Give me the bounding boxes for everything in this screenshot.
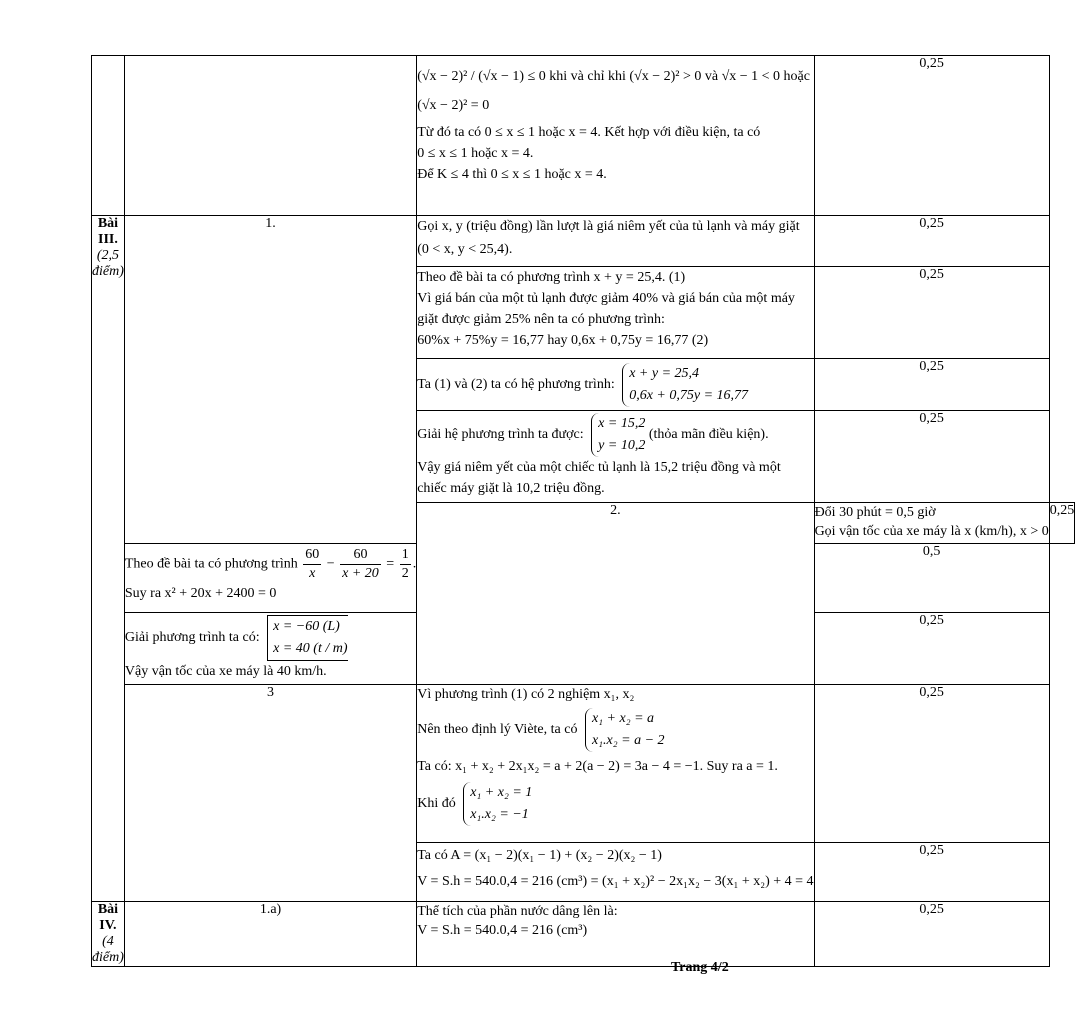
table-row xyxy=(92,56,1075,216)
content-line: 0 ≤ x ≤ 1 hoặc x = 4. xyxy=(417,146,534,161)
equation-system xyxy=(463,782,532,826)
system-label: Giải hệ phương trình ta được: xyxy=(417,427,584,443)
content-line: giặt được giảm 25% nên ta có phương trình: xyxy=(417,312,665,327)
system-equation: x₁.x₂ = −1 xyxy=(470,807,529,822)
fraction xyxy=(303,546,321,583)
content-line xyxy=(417,705,813,755)
row-content xyxy=(417,359,814,411)
system-equation: x₁ + x₂ = a xyxy=(591,711,655,726)
equation-system xyxy=(591,413,645,457)
section-cell-bai-iv xyxy=(92,902,125,967)
fraction-numerator: 60 xyxy=(340,546,381,565)
row-content xyxy=(417,685,814,843)
solution-item: x = −60 (L) xyxy=(273,619,340,634)
content-line: Ta có: x₁ + x₂ + 2x₁x₂ = a + 2(a − 2) = 3a − 4 = −1. Suy ra a = 1. xyxy=(417,759,778,774)
content-line: (√x − 2)² / (√x − 1) ≤ 0 khi và chỉ khi (√x − 2)² > 0 và √x − 1 < 0 hoặc xyxy=(417,69,810,84)
system-label: Nên theo định lý Viète, ta có xyxy=(417,722,578,738)
equation-system xyxy=(585,708,665,752)
row-content xyxy=(417,843,814,902)
content-line: Vậy vận tốc của xe máy là 40 km/h. xyxy=(124,664,327,679)
fraction-numerator: 60 xyxy=(303,546,321,565)
content-line: V = S.h = 540.0,4 = 216 (cm³) = (x₁ + x₂)² − 2x₁x₂ − 3(x₁ + x₂) + 4 = 4 xyxy=(417,874,814,889)
system-equation: x + y = 25,4 xyxy=(629,365,700,381)
row-index: 2. xyxy=(417,503,814,685)
row-index: 1. xyxy=(124,216,416,544)
row-index: 3 xyxy=(124,685,416,902)
fraction-denominator: x xyxy=(309,566,316,581)
section-points: (2,5 điểm) xyxy=(92,248,124,279)
row-content xyxy=(417,56,814,216)
content-line: Từ đó ta có 0 ≤ x ≤ 1 hoặc x = 4. Kết hợp với điều kiện, ta có xyxy=(417,125,761,140)
score-cell: 0,25 xyxy=(814,267,1049,359)
section-title: Bài III. xyxy=(97,216,119,247)
content-line: (0 < x, y < 25,4). xyxy=(417,242,513,257)
row-content xyxy=(417,902,814,967)
score-cell: 0,25 xyxy=(814,411,1049,503)
content-line xyxy=(417,779,813,826)
page-number: Trang 4/2 xyxy=(671,960,729,975)
table-row xyxy=(92,216,1075,267)
content-line: Vì phương trình (1) có 2 nghiệm x₁, x₂ xyxy=(417,687,635,702)
system-equation: y = 10,2 xyxy=(598,438,646,453)
fraction-numerator: 1 xyxy=(400,546,411,565)
content-line xyxy=(125,613,416,661)
content-line: Vì giá bán của một tủ lạnh được giảm 40% và giá bán của một máy xyxy=(417,291,795,306)
content-line xyxy=(417,411,813,457)
row-content xyxy=(124,544,416,613)
fraction xyxy=(340,546,381,583)
system-equation: x₁.x₂ = a − 2 xyxy=(591,733,665,748)
system-note: (thỏa mãn điều kiện). xyxy=(648,427,769,443)
equation-suffix: . xyxy=(412,556,417,572)
content-line: (√x − 2)² = 0 xyxy=(417,98,490,113)
section-title: Bài IV. xyxy=(97,902,119,933)
table-row xyxy=(92,685,1075,843)
content-line: Theo đề bài ta có phương trình x + y = 25,4. (1) xyxy=(417,270,686,285)
score-cell: 0,25 xyxy=(814,216,1049,267)
section-points: (4 điểm) xyxy=(92,934,124,965)
content-line: V = S.h = 540.0,4 = 216 (cm³) xyxy=(417,923,588,938)
row-content xyxy=(417,216,814,267)
content-line: Gọi vận tốc của xe máy là x (km/h), x > 0 xyxy=(814,524,1049,539)
row-content xyxy=(417,411,814,503)
equation-prefix: Theo đề bài ta có phương trình xyxy=(124,556,298,572)
system-label: Giải phương trình ta có: xyxy=(124,630,260,646)
score-cell: 0,25 xyxy=(1049,503,1075,544)
content-line: Vậy giá niêm yết của một chiếc tủ lạnh là 15,2 triệu đồng và một xyxy=(417,460,781,475)
content-line xyxy=(125,544,416,583)
content-line: Thể tích của phần nước dâng lên là: xyxy=(417,904,618,919)
equation-system xyxy=(622,363,748,407)
score-cell: 0,25 xyxy=(814,56,1049,216)
system-equation: x = 15,2 xyxy=(598,416,646,431)
fraction-denominator: x + 20 xyxy=(342,566,379,581)
content-line: Suy ra x² + 20x + 2400 = 0 xyxy=(124,586,277,601)
row-content xyxy=(124,613,416,685)
answer-table xyxy=(91,55,1075,967)
section-cell-blank xyxy=(92,56,125,216)
score-cell: 0,25 xyxy=(814,902,1049,967)
content-line: Ta có A = (x₁ − 2)(x₁ − 1) + (x₂ − 2)(x₂ − 1) xyxy=(417,848,662,863)
content-line: Đổi 30 phút = 0,5 giờ xyxy=(814,505,936,520)
content-line: Gọi x, y (triệu đồng) lần lượt là giá niêm yết của tủ lạnh và máy giặt xyxy=(417,219,800,234)
row-index xyxy=(124,56,416,216)
score-cell: 0,5 xyxy=(814,544,1049,613)
operator: = xyxy=(386,556,395,572)
solution-item: x = 40 (t / m) xyxy=(273,641,348,656)
row-index: 1.a) xyxy=(124,902,416,967)
operator: − xyxy=(326,556,335,572)
row-content xyxy=(417,267,814,359)
score-cell: 0,25 xyxy=(814,843,1049,902)
fraction-denominator: 2 xyxy=(401,566,409,581)
content-line: Để K ≤ 4 thì 0 ≤ x ≤ 1 hoặc x = 4. xyxy=(417,167,607,182)
score-cell: 0,25 xyxy=(814,685,1049,843)
section-cell-bai-iii xyxy=(92,216,125,902)
score-cell: 0,25 xyxy=(814,359,1049,411)
content-line: chiếc máy giặt là 10,2 triệu đồng. xyxy=(417,481,605,496)
score-cell: 0,25 xyxy=(814,613,1049,685)
fraction xyxy=(400,546,411,583)
content-line: 60%x + 75%y = 16,77 hay 0,6x + 0,75y = 16,77 (2) xyxy=(417,333,709,348)
system-label: Ta (1) và (2) ta có hệ phương trình: xyxy=(417,376,615,392)
table-row xyxy=(92,902,1075,967)
solution-set xyxy=(267,615,347,661)
system-equation: x₁ + x₂ = 1 xyxy=(470,785,533,800)
system-equation: 0,6x + 0,75y = 16,77 xyxy=(629,387,749,403)
system-label: Khi đó xyxy=(417,796,456,812)
row-content xyxy=(814,503,1049,544)
